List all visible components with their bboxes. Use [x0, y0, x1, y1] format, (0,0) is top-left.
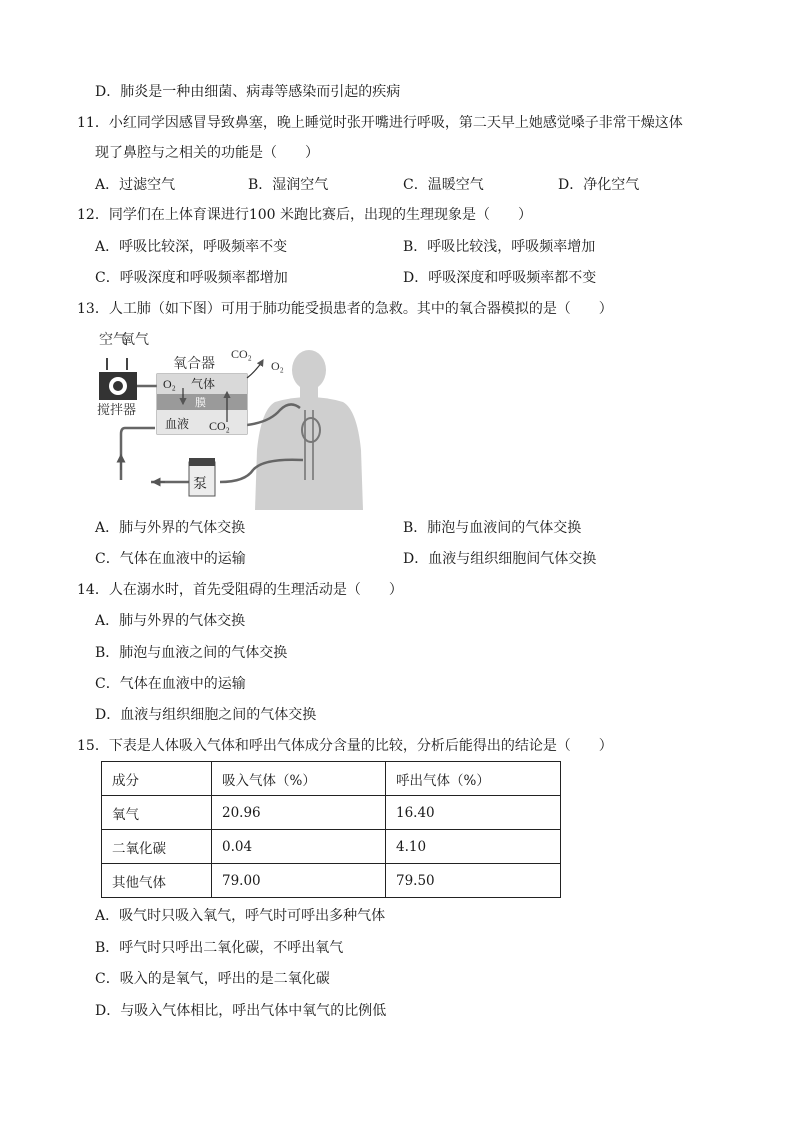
table-row: [102, 796, 561, 830]
q10-option-d: D．肺炎是一种由细菌、病毒等感染而引起的疾病: [95, 84, 401, 100]
label-air: 空气: [99, 333, 127, 348]
label-gas: 气体: [191, 377, 216, 391]
q12-option-a: A．呼吸比较深，呼吸频率不变: [95, 239, 288, 255]
label-o2-out: O₂: [271, 359, 284, 373]
label-oxygen: 氧气: [121, 333, 149, 348]
q11-stem-line1: 11．小红同学因感冒导致鼻塞，晚上睡觉时张开嘴进行呼吸，第二天早上她感觉嗓子非常干燥这体: [77, 115, 683, 131]
q11-option-a: A．过滤空气: [95, 177, 176, 193]
table-header-cell: 吸入气体（%）: [212, 762, 386, 796]
q13-stem: 13．人工肺（如下图）可用于肺功能受损患者的急救。其中的氧合器模拟的是（ ）: [77, 301, 613, 317]
q11-option-b: B．湿润空气: [248, 177, 329, 193]
stirrer-device: [99, 358, 157, 400]
table-cell: 79.00: [212, 864, 386, 898]
table-cell: 20.96: [212, 796, 386, 830]
label-oxygenator: 氧合器: [173, 357, 215, 372]
q12-option-b: B．呼吸比较浅，呼吸频率增加: [403, 239, 596, 255]
artificial-lung-figure: [95, 330, 425, 510]
label-stirrer: 搅拌器: [97, 402, 137, 417]
q15-stem: 15．下表是人体吸入气体和呼出气体成分含量的比较，分析后能得出的结论是（ ）: [77, 738, 613, 754]
q12-option-d: D．呼吸深度和呼吸频率都不变: [403, 270, 597, 286]
label-o2-in: O₂: [163, 377, 176, 391]
q13-option-d: D．血液与组织细胞间气体交换: [403, 551, 597, 567]
q14-option-a: A．肺与外界的气体交换: [95, 613, 246, 629]
q15-option-a: A．吸气时只吸入氧气，呼气时可呼出多种气体: [95, 908, 386, 924]
q15-option-b: B．呼气时只呼出二氧化碳，不呼出氧气: [95, 940, 344, 956]
table-cell: 二氧化碳: [102, 830, 212, 864]
q14-option-b: B．肺泡与血液之间的气体交换: [95, 645, 288, 661]
table-cell: 79.50: [386, 864, 561, 898]
label-membrane: 膜: [195, 397, 206, 409]
table-cell: 氧气: [102, 796, 212, 830]
table-row: [102, 830, 561, 864]
q13-option-c: C．气体在血液中的运输: [95, 551, 246, 567]
table-header-row: [102, 762, 561, 796]
label-blood: 血液: [165, 417, 190, 431]
label-co2-top: CO₂: [231, 347, 252, 361]
human-silhouette: [255, 350, 363, 510]
table-cell: 4.10: [386, 830, 561, 864]
q12-option-c: C．呼吸深度和呼吸频率都增加: [95, 270, 288, 286]
q13-option-b: B．肺泡与血液间的气体交换: [403, 520, 582, 536]
q15-option-c: C．吸入的是氧气，呼出的是二氧化碳: [95, 971, 330, 987]
q13-option-a: A．肺与外界的气体交换: [95, 520, 246, 536]
label-pump: 泵: [193, 477, 207, 492]
q14-option-d: D．血液与组织细胞之间的气体交换: [95, 707, 317, 723]
table-cell: 其他气体: [102, 864, 212, 898]
q11-stem-line2: 现了鼻腔与之相关的功能是（ ）: [95, 145, 319, 161]
q11-option-d: D．净化空气: [558, 177, 640, 193]
q12-stem: 12．同学们在上体育课进行100 米跑比赛后，出现的生理现象是（ ）: [77, 207, 532, 223]
q14-stem: 14．人在溺水时，首先受阻碍的生理活动是（ ）: [77, 582, 403, 598]
q14-option-c: C．气体在血液中的运输: [95, 676, 246, 692]
q15-option-d: D．与吸入气体相比，呼出气体中氧气的比例低: [95, 1003, 387, 1019]
table-header-cell: 成分: [102, 762, 212, 796]
table-cell: 16.40: [386, 796, 561, 830]
table-row: [102, 864, 561, 898]
gas-composition-table: [101, 761, 561, 898]
q11-option-c: C．温暖空气: [403, 177, 484, 193]
table-header-cell: 呼出气体（%）: [386, 762, 561, 796]
table-cell: 0.04: [212, 830, 386, 864]
label-co2-bottom: CO₂: [209, 419, 230, 433]
